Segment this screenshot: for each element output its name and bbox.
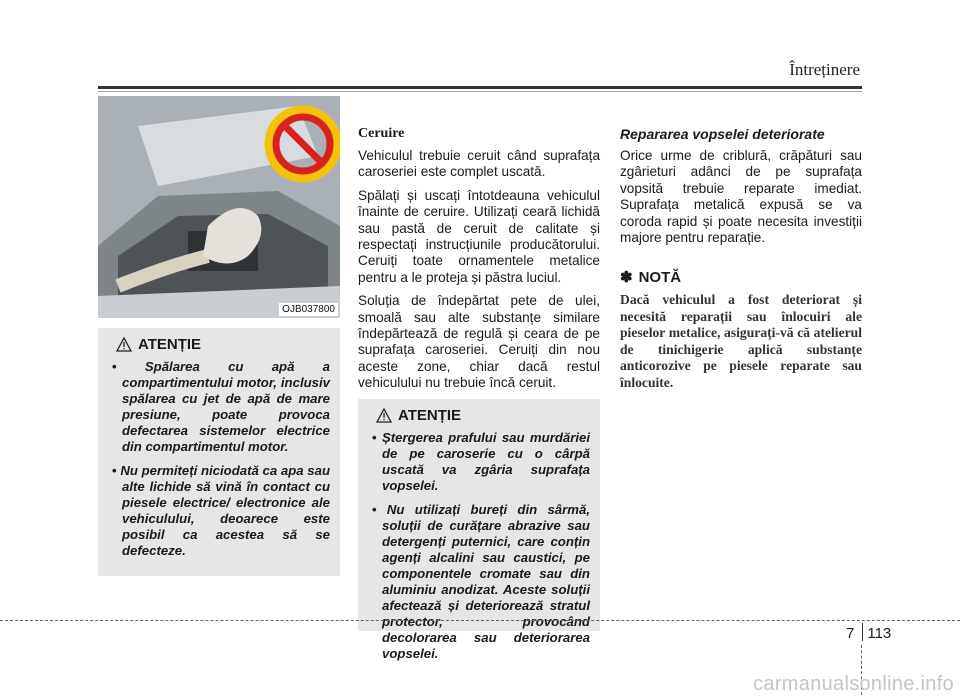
watermark: carmanualsonline.info <box>753 673 954 695</box>
caution-title: ATENȚIE <box>398 406 462 424</box>
footer-dashed-rule <box>0 620 960 621</box>
engine-wash-photo <box>98 96 340 318</box>
caution-item: • Nu permiteți niciodată ca apa sau alte lichide să vină în contact cu piesele electrice/ electronice ale vehiculului, deoarece este posibil ca acestea să se defecteze. <box>108 463 330 559</box>
note-heading <box>620 268 862 286</box>
caution-item: • Spălarea cu apă a compartimentului motor, inclusiv spălarea cu jet de apă de mare presiune, poate provoca defectarea sistemelor electrice din compartimentul motor. <box>108 359 330 455</box>
caution-heading <box>116 336 330 353</box>
paragraph: Vehiculul trebuie ceruit când suprafața caroseriei este complet uscată. <box>358 148 600 180</box>
caution-box-middle <box>358 399 600 661</box>
paragraph: Soluția de îndepărtat pete de ulei, smoală sau alte substanțe similare îndepărtează de regulă și ceara de pe suprafața caroseriei. Ceruiți din nou aceste zone, chiar dacă restul vehiculului nu trebuie încă ceruit. <box>358 293 600 391</box>
caution-box-left <box>98 328 340 576</box>
caution-list <box>108 359 330 559</box>
paragraph: Spălați și uscați întotdeauna vehiculul înainte de ceruire. Utilizați ceară lichidă sau pastă de ceruit de calitate și respectați instrucțiunile producătorului. Ceruiți toate ornamentele metalice pentru a le proteja și păstra luciul. <box>358 187 600 285</box>
page-number-value: 113 <box>867 625 892 642</box>
chapter-number: 7 <box>846 625 855 642</box>
page-number <box>846 623 891 642</box>
caution-list <box>368 430 590 662</box>
note-title: NOTĂ <box>638 268 682 286</box>
caution-title: ATENȚIE <box>138 336 202 353</box>
section-title-waxing: Ceruire <box>358 126 405 141</box>
header-chapter-title: Întreținere <box>789 60 860 79</box>
header-rule-thin <box>98 91 862 92</box>
warning-triangle-icon <box>116 337 132 352</box>
photo-code: OJB037800 <box>279 303 338 316</box>
page-separator <box>862 623 863 641</box>
column-middle <box>358 96 600 661</box>
note-text: Dacă vehiculul a fost deteriorat și necesită reparații sau înlocuiri ale pieselor metalice, asigurați-vă că atelierul de tinichigerie aplică substanțe anticorozive pe piesele reparate sau înlocuite. <box>620 292 862 390</box>
header-rule <box>98 86 862 89</box>
section-title-paint-repair: Repararea vopselei deteriorate <box>620 126 825 142</box>
warning-triangle-icon <box>376 408 392 423</box>
caution-item: • Ștergerea prafului sau murdăriei de pe caroserie cu o cârpă uscată va zgâria suprafața vopselei. <box>368 430 590 494</box>
paragraph: Orice urme de criblură, crăpături sau zgârieturi adânci de pe suprafața vopsită trebuie reparate imediat. Suprafața metalică expusă se va coroda rapid și poate necesita investiții majore pentru reparație. <box>620 148 862 246</box>
column-left <box>98 96 340 576</box>
note-asterisk-icon: ✽ <box>620 269 633 287</box>
column-right <box>620 96 862 391</box>
caution-heading <box>376 407 590 424</box>
engine-bay-illustration <box>98 96 340 318</box>
caution-item: • Nu utilizați bureți din sârmă, soluții de curățare abrazive sau detergenți puternici, care conțin agenți alcalini sau caustici, pe componentele cromate sau din aluminiu anodizat. Aceste soluții afectează și deteriorează stratul protector, provocând decolorarea sau deteriorarea vopselei. <box>368 502 590 662</box>
